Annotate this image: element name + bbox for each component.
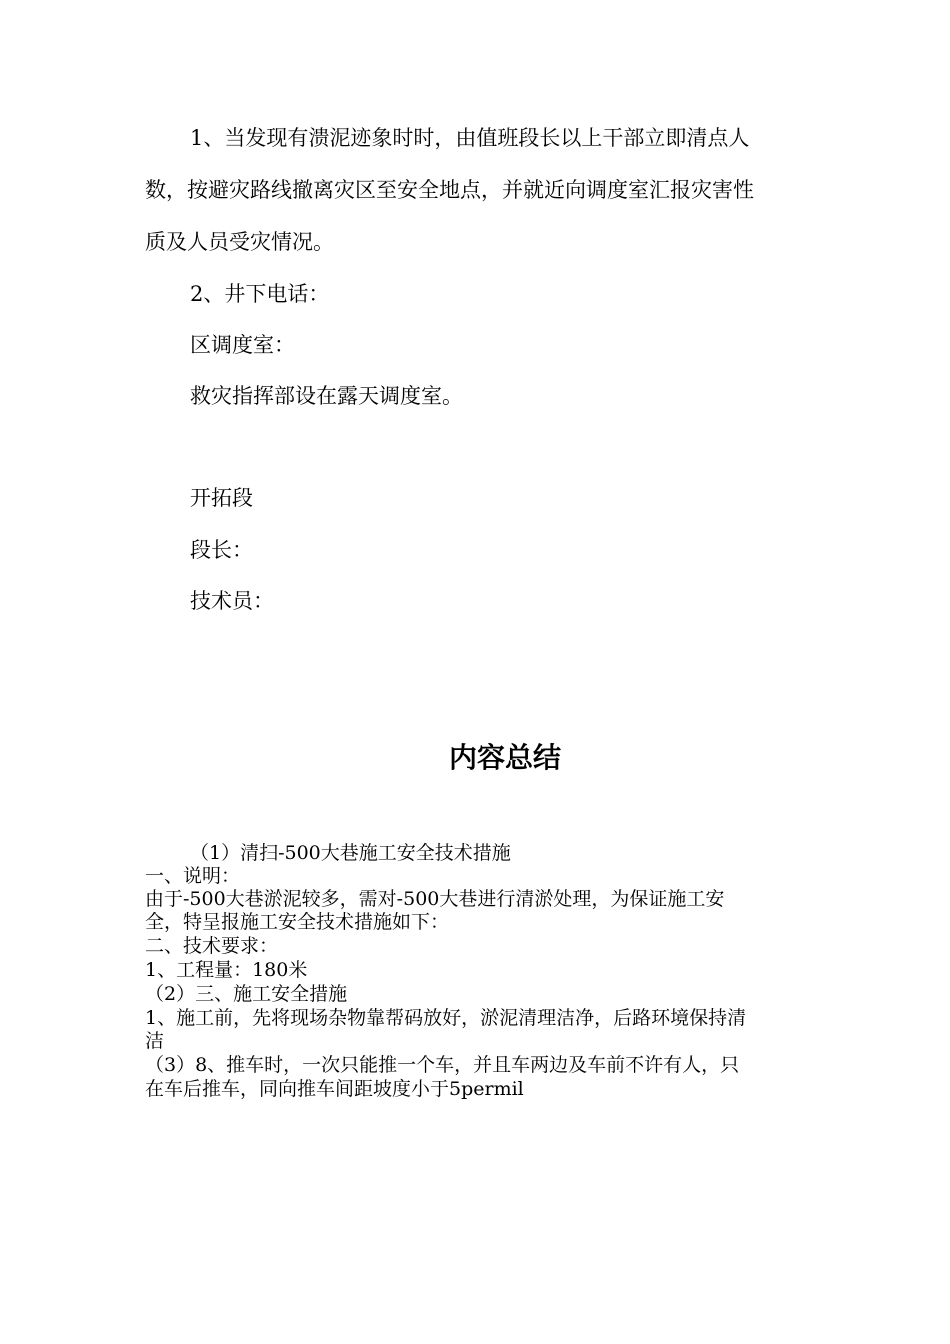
summary-line: 二、技术要求： xyxy=(145,935,279,957)
paragraph-evacuation-line-1: 1、当发现有溃泥迹象时时，由值班段长以上干部立即清点人 xyxy=(190,126,750,150)
summary-line: 全，特呈报施工安全技术措施如下： xyxy=(145,911,450,933)
paragraph-dispatch-room: 区调度室： xyxy=(190,333,295,357)
paragraph-evacuation-line-3: 质及人员受灾情况。 xyxy=(145,230,334,254)
paragraph-underground-phone: 2、井下电话： xyxy=(190,282,330,306)
technician-label: 技术员： xyxy=(190,589,274,613)
summary-line: （2）三、施工安全措施 xyxy=(145,983,348,1005)
paragraph-evacuation-line-2: 数，按避灾路线撤离灾区至安全地点，并就近向调度室汇报灾害性 xyxy=(145,178,754,202)
paragraph-rescue-command: 救灾指挥部设在露天调度室。 xyxy=(190,384,463,408)
summary-line: 洁 xyxy=(145,1030,165,1052)
summary-title: 内容总结 xyxy=(448,741,561,774)
section-leader-label: 段长： xyxy=(190,538,253,562)
summary-line: （3）8、推车时，一次只能推一个车，并且车两边及车前不许有人，只 xyxy=(145,1054,740,1076)
summary-line: （1）清扫-500大巷施工安全技术措施 xyxy=(190,842,511,864)
summary-line: 1、工程量：180米 xyxy=(145,959,308,981)
summary-line: 由于-500大巷淤泥较多，需对-500大巷进行清淤处理，为保证施工安 xyxy=(145,888,725,910)
summary-line: 1、施工前，先将现场杂物靠帮码放好，淤泥清理洁净，后路环境保持清 xyxy=(145,1007,747,1029)
summary-line: 一、说明： xyxy=(145,865,241,887)
summary-line: 在车后推车，同向推车间距坡度小于5permil xyxy=(145,1078,524,1100)
unit-name: 开拓段 xyxy=(190,486,253,510)
